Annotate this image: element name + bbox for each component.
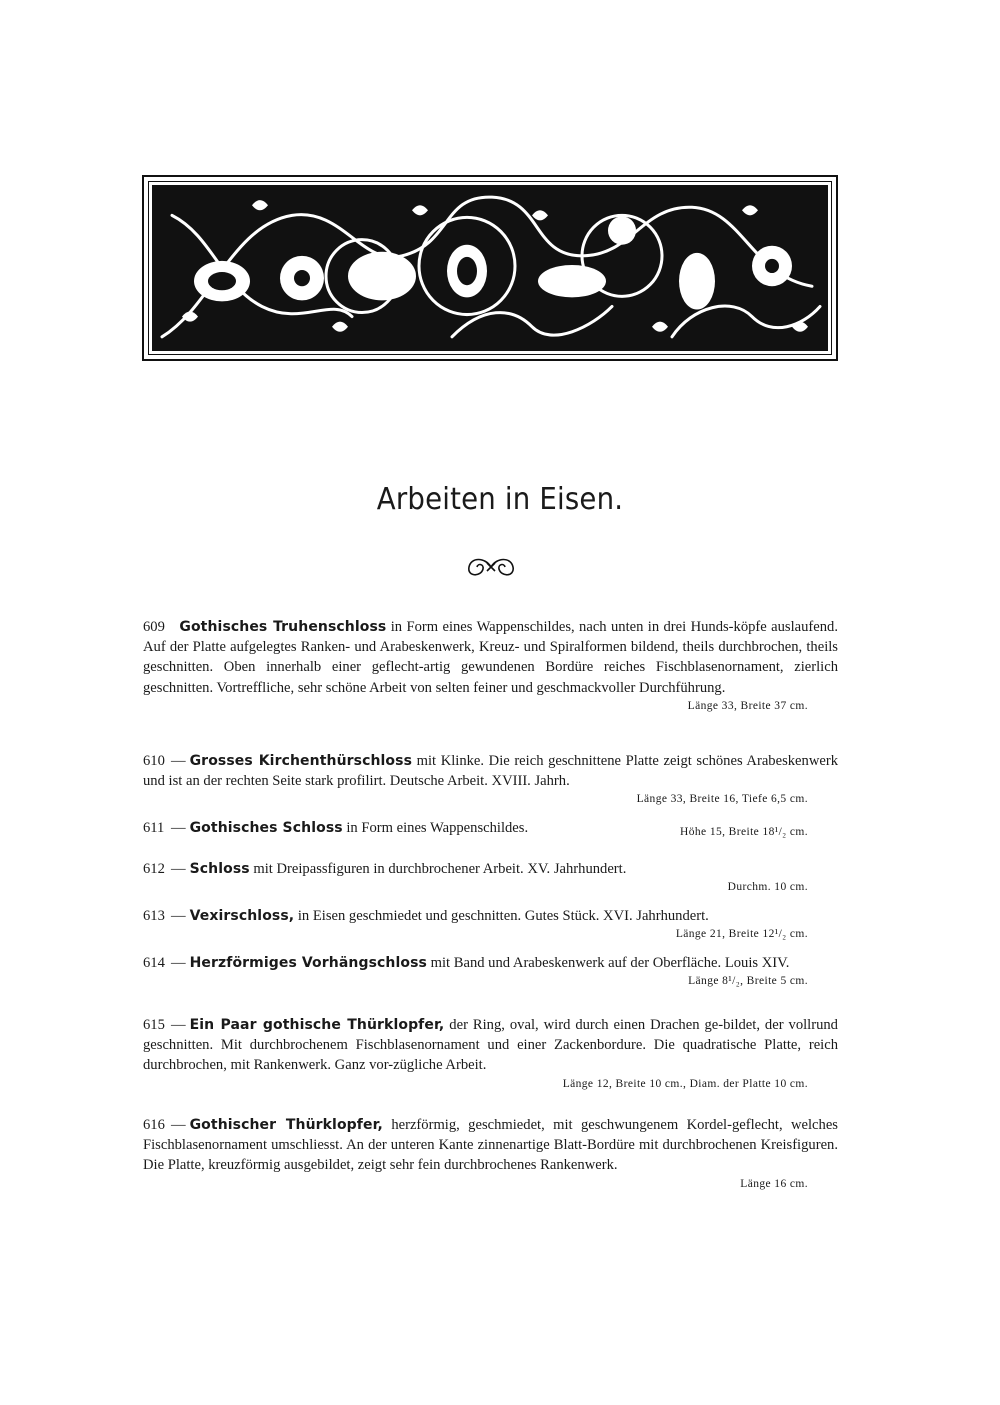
- entry-dimensions: Länge 21, Breite 12¹/₂ cm.: [675, 928, 808, 941]
- entry-dimensions: Länge 8¹/₂, Breite 5 cm.: [688, 975, 808, 988]
- entry-dash: —: [171, 1017, 186, 1033]
- entry-text: [143, 1115, 838, 1176]
- entry-dimensions: Länge 33, Breite 37 cm.: [687, 699, 808, 712]
- catalog-entry-613: [143, 906, 838, 942]
- entry-description: mit Band und Arabeskenwerk auf der Oberfläche. Louis XIV.: [426, 955, 790, 971]
- entry-dimensions: Höhe 15, Breite 18¹/₂ cm.: [680, 826, 808, 838]
- entry-name: Gothisches Schloss: [189, 820, 343, 836]
- entry-dash: —: [171, 908, 186, 924]
- entry-number: 614: [143, 955, 165, 971]
- entry-description: der Ring, oval, wird durch einen Drachen ge-bildet, der vollrund geschnitten. Mit durchbrochenem Fischblasenornament und einer Zackenbordure. Die quadratische Platte, reich durchbrochen, mit Rankenwerk. Ganz vor-zügliche Arbeit.: [143, 1017, 838, 1074]
- catalog-entry-614: [143, 953, 838, 989]
- entry-name: Vexirschloss,: [189, 908, 295, 924]
- entry-name: Herzförmiges Vorhängschloss: [189, 955, 427, 971]
- entry-text: [143, 617, 838, 698]
- entry-name: Gothischer Thürklopfer,: [189, 1117, 383, 1133]
- entry-text: [143, 1015, 838, 1076]
- entry-dimensions: Länge 12, Breite 10 cm., Diam. der Platte 10 cm.: [562, 1077, 808, 1090]
- entry-text: [143, 859, 838, 879]
- entry-number: 609: [143, 619, 165, 635]
- catalog-entry-609: [143, 617, 838, 714]
- entry-description: mit Dreipassfiguren in durchbrochener Arbeit. XV. Jahrhundert.: [249, 861, 627, 877]
- entry-name: Schloss: [189, 861, 250, 877]
- entry-description: in Eisen geschmiedet und geschnitten. Gutes Stück. XVI. Jahrhundert.: [294, 908, 709, 924]
- entry-name: Ein Paar gothische Thürklopfer,: [189, 1017, 445, 1033]
- entry-dash: —: [171, 861, 186, 877]
- entry-dimensions: Länge 33, Breite 16, Tiefe 6,5 cm.: [636, 793, 808, 806]
- entry-description: herzförmig, geschmiedet, mit geschwungenem Kordel-geflecht, welches Fischblasenornament umschliesst. An der unteren Kante zinnenartige Blatt-Bordüre mit durchbrochenen Kreisfiguren. Die Platte, kreuzförmig ausgebildet, zeigt sehr fein durchbrochenes Rankenwerk.: [143, 1117, 838, 1174]
- catalog-entry-616: [143, 1115, 838, 1192]
- entry-number: 615: [143, 1017, 165, 1033]
- entry-name: Grosses Kirchenthürschloss: [189, 753, 413, 769]
- catalog-entry-612: [143, 859, 838, 895]
- floral-bird-engraving-icon: [152, 185, 828, 351]
- entry-name: Gothisches Truhenschloss: [179, 619, 387, 635]
- entry-number: 612: [143, 861, 165, 877]
- entry-number: 610: [143, 753, 165, 769]
- catalog-entry-615: [143, 1015, 838, 1092]
- fleuron-ornament-icon: [463, 553, 519, 581]
- entry-dash: —: [171, 955, 186, 971]
- entry-dimensions: Durchm. 10 cm.: [727, 881, 808, 894]
- catalog-entry-610: [143, 751, 838, 807]
- banner-frame: [148, 181, 832, 355]
- catalog-entry-611: [143, 818, 838, 844]
- entry-description: in Form eines Wappenschildes, nach unten in drei Hunds-köpfe auslaufend. Auf der Platte aufgelegtes Ranken- und Arabeskenwerk, Kreuz- und Spiralformen bildend, theils durchbrochen, theils geschnitten. Oben innerhalb einer geflecht-artig gewundenen Bordüre reiches Fischblasenornament, zierlich geschnitten. Vortreffliche, sehr schöne Arbeit von selten feiner und geschmackvoller Durchführung.: [143, 619, 838, 696]
- entry-text: [143, 953, 838, 973]
- decorative-banner: [142, 175, 838, 361]
- entry-number: 616: [143, 1117, 165, 1133]
- entry-text: [143, 906, 838, 926]
- page-title: Arbeiten in Eisen.: [376, 482, 624, 517]
- entry-description: mit Klinke. Die reich geschnittene Platte zeigt schönes Arabeskenwerk und ist an der rechten Seite stark profilirt. Deutsche Arbeit. XVIII. Jahrh.: [143, 753, 838, 790]
- entry-dash: —: [171, 1117, 186, 1133]
- entry-dash: —: [171, 820, 186, 836]
- entry-text: [143, 751, 838, 791]
- entry-dimensions: Länge 16 cm.: [740, 1177, 808, 1190]
- entry-number: 613: [143, 908, 165, 924]
- entry-description: in Form eines Wappenschildes.: [342, 820, 529, 836]
- entry-number: 611: [143, 820, 165, 836]
- entry-dash: —: [171, 753, 186, 769]
